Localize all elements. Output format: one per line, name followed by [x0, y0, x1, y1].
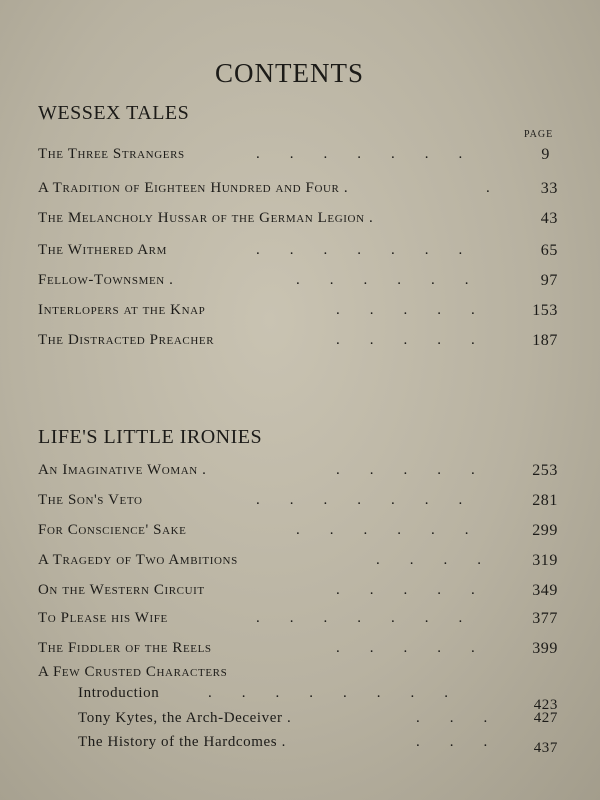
leader-dots: . . . . . [336, 332, 475, 348]
entry-title: Fellow-Townsmen . [38, 272, 174, 288]
toc-entry [38, 610, 558, 636]
book-page: CONTENTS WESSEX TALES PAGE The Three Strangers . . . . . . . 9 A Tradition of Eighteen Hundred and Four . . 33 The Melancholy Hussar of the German Legion . 43 The Withered Arm . . . . . . . 65 Fellow-Townsmen . . . . . . . 97 Interlopers at the Knap . . . . . 153 The Distracted Preacher . . . . . 187 LIFE'S LITTLE IRONIES An Imaginative Woman . . . . . . 253 The Son's Veto . . . . . . . 281 For Conscience' Sake . . . . . . 299 A Tragedy of Two Ambitions . . . . 319 On the Western Circuit . . . . . 349 To Please his Wife . . . . . . . 377 The Fiddler of the Reels . . . . . 399 A Few Crusted Characters Introduction . . . . . . . . 423 Tony Kytes, the Arch-Deceiver . . . . 427 The History of the Hardcomes . . . . 437 [0, 0, 600, 800]
entry-title: Interlopers at the Knap [38, 302, 206, 318]
entry-page: 253 [532, 462, 558, 479]
leader-dots: . . . . . . . [256, 610, 463, 626]
page-column-label: PAGE [524, 129, 554, 140]
toc-entry [38, 552, 558, 578]
toc-entry [38, 302, 558, 328]
toc-entry [38, 462, 558, 488]
entry-page: 299 [532, 522, 558, 539]
entry-title: On the Western Circuit [38, 582, 205, 598]
entry-page: 349 [532, 582, 558, 599]
toc-subentry [38, 734, 558, 760]
entry-title: The Three Strangers [38, 146, 185, 162]
entry-page: 65 [540, 242, 558, 259]
leader-dots: . . . . . . . [256, 492, 463, 508]
toc-entry [38, 242, 558, 268]
toc-entry [38, 180, 558, 206]
toc-entry [38, 582, 558, 608]
entry-page: 423 [533, 697, 558, 713]
toc-subentry [38, 685, 558, 711]
entry-page: 97 [540, 272, 558, 289]
toc-entry [38, 640, 558, 666]
entry-title: For Conscience' Sake [38, 522, 187, 538]
entry-page: 43 [540, 210, 558, 227]
toc-subentry [38, 710, 558, 736]
toc-entry [38, 210, 558, 236]
leader-dots: . . . . . . [296, 522, 469, 538]
entry-title: An Imaginative Woman . [38, 462, 207, 478]
leader-dots: . [486, 180, 490, 196]
entry-title: The History of the Hardcomes . [78, 734, 286, 750]
section-title-wessex-tales: WESSEX TALES [38, 102, 190, 124]
entry-title: A Tradition of Eighteen Hundred and Four . [38, 180, 349, 196]
entry-page: 377 [532, 610, 558, 627]
entry-title: A Tragedy of Two Ambitions [38, 552, 238, 568]
toc-entry [38, 272, 558, 298]
leader-dots: . . . . . . . [256, 242, 463, 258]
entry-page: 187 [532, 332, 558, 349]
leader-dots: . . . . . [336, 582, 475, 598]
entry-title: The Fiddler of the Reels [38, 640, 212, 656]
entry-page: 153 [532, 302, 558, 319]
entry-title: Introduction [78, 685, 160, 701]
leader-dots: . . . . . . . . [208, 685, 448, 701]
section-title-lifes-little-ironies: LIFE'S LITTLE IRONIES [38, 426, 263, 448]
entry-title: The Melancholy Hussar of the German Legion . [38, 210, 374, 226]
leader-dots: . . . [416, 734, 488, 750]
entry-page: 33 [540, 180, 558, 197]
leader-dots: . . . . . . [296, 272, 469, 288]
entry-page: 437 [533, 740, 558, 756]
entry-page: 399 [532, 640, 558, 657]
entry-title: To Please his Wife [38, 610, 168, 626]
entry-page: 427 [533, 710, 558, 726]
entry-page: 319 [532, 552, 558, 569]
toc-entry [38, 492, 558, 518]
entry-title: Tony Kytes, the Arch-Deceiver . [78, 710, 292, 726]
toc-entry [38, 522, 558, 548]
leader-dots: . . . . . [336, 302, 475, 318]
entry-page: 281 [532, 492, 558, 509]
leader-dots: . . . . . . . [256, 146, 463, 162]
leader-dots: . . . . . [336, 462, 475, 478]
toc-entry [38, 332, 558, 358]
leader-dots: . . . . . [336, 640, 475, 656]
leader-dots: . . . . [376, 552, 481, 568]
entry-title: The Withered Arm [38, 242, 167, 258]
entry-title: The Son's Veto [38, 492, 143, 508]
leader-dots: . . . [416, 710, 488, 726]
entry-title: A Few Crusted Characters [38, 664, 228, 680]
toc-entry [38, 146, 558, 172]
entry-title: The Distracted Preacher [38, 332, 215, 348]
entry-page: 9 [541, 146, 550, 163]
